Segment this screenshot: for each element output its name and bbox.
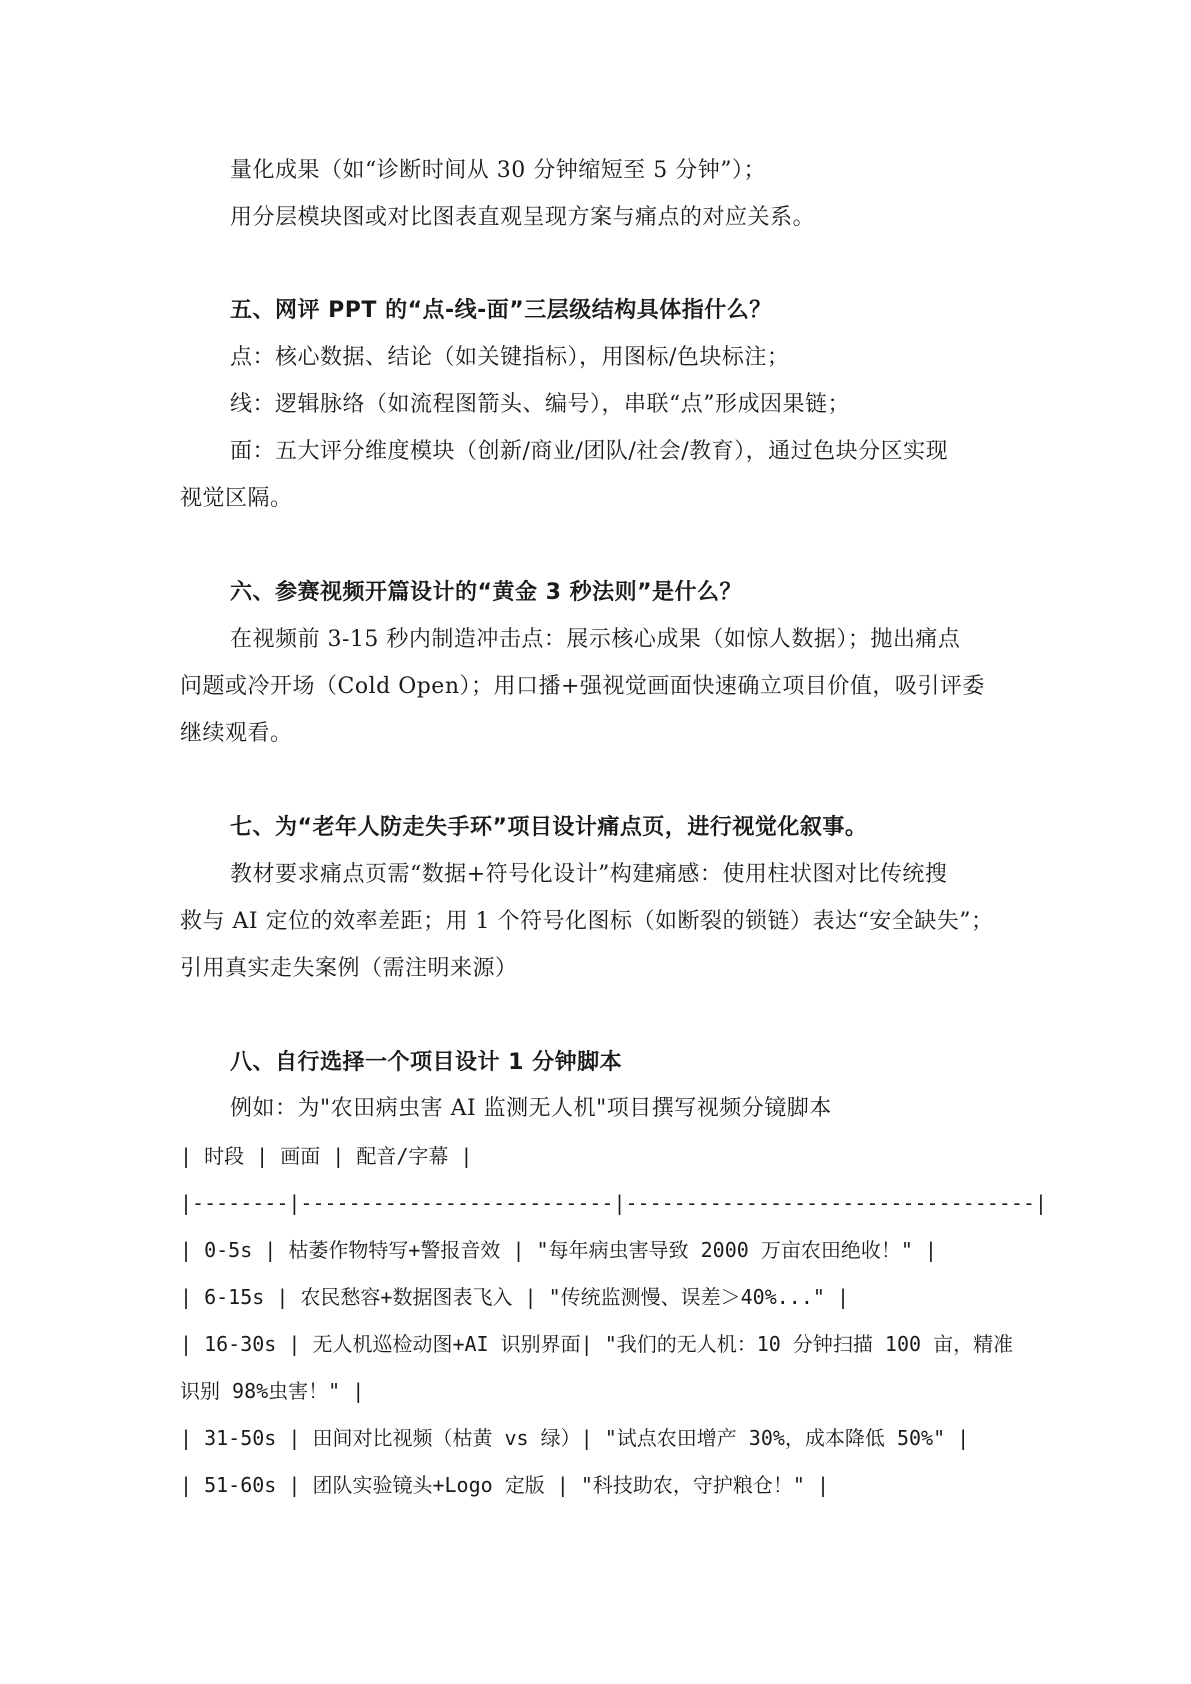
paragraph-line: 例如：为"农田病虫害 AI 监测无人机"项目撰写视频分镜脚本 — [230, 1096, 832, 1121]
section-heading: 七、为“老年人防走失手环”项目设计痛点页，进行视觉化叙事。 — [230, 815, 868, 840]
section-heading: 六、参赛视频开篇设计的“黄金 3 秒法则”是什么？ — [230, 580, 743, 605]
script-table-separator: |--------|--------------------------|----------------------------------| — [180, 1191, 1047, 1215]
script-table-row: | 6-15s | 农民愁容+数据图表飞入 | "传统监测慢、误差＞40%..." | — [180, 1285, 849, 1309]
script-table-row-continuation: 识别 98%虫害！" | — [180, 1379, 365, 1403]
script-table-row: | 31-50s | 田间对比视频（枯黄 vs 绿）| "试点农田增产 30%，成本降低 50%" | — [180, 1426, 970, 1450]
paragraph-line: 救与 AI 定位的效率差距；用 1 个符号化图标（如断裂的锁链）表达“安全缺失”； — [180, 909, 994, 934]
paragraph-line: 视觉区隔。 — [180, 486, 293, 511]
paragraph-line: 线：逻辑脉络（如流程图箭头、编号），串联“点”形成因果链； — [230, 392, 850, 417]
paragraph-line: 引用真实走失案例（需注明来源） — [180, 956, 518, 981]
section-heading: 五、网评 PPT 的“点-线-面”三层级结构具体指什么？ — [230, 298, 772, 323]
paragraph-line: 问题或冷开场（Cold Open）；用口播+强视觉画面快速确立项目价值，吸引评委 — [180, 674, 985, 699]
paragraph-line: 量化成果（如“诊断时间从 30 分钟缩短至 5 分钟”）； — [230, 158, 766, 183]
section-heading: 八、自行选择一个项目设计 1 分钟脚本 — [230, 1050, 623, 1075]
script-table-row: | 51-60s | 团队实验镜头+Logo 定版 | "科技助农，守护粮仓！" | — [180, 1473, 829, 1497]
paragraph-line: 用分层模块图或对比图表直观呈现方案与痛点的对应关系。 — [230, 205, 816, 230]
script-table-row: | 16-30s | 无人机巡检动图+AI 识别界面| "我们的无人机：10 分钟扫描 100 亩，精准 — [180, 1332, 1014, 1356]
paragraph-line: 面：五大评分维度模块（创新/商业/团队/社会/教育），通过色块分区实现 — [230, 439, 949, 464]
paragraph-line: 继续观看。 — [180, 721, 293, 746]
paragraph-line: 教材要求痛点页需“数据+符号化设计”构建痛感：使用柱状图对比传统搜 — [230, 862, 948, 887]
script-table-header: | 时段 | 画面 | 配音/字幕 | — [180, 1144, 473, 1168]
paragraph-line: 在视频前 3-15 秒内制造冲击点：展示核心成果（如惊人数据）；抛出痛点 — [230, 627, 961, 652]
paragraph-line: 点：核心数据、结论（如关键指标），用图标/色块标注； — [230, 345, 790, 370]
script-table-row: | 0-5s | 枯萎作物特写+警报音效 | "每年病虫害导致 2000 万亩农田绝收！" | — [180, 1238, 937, 1262]
